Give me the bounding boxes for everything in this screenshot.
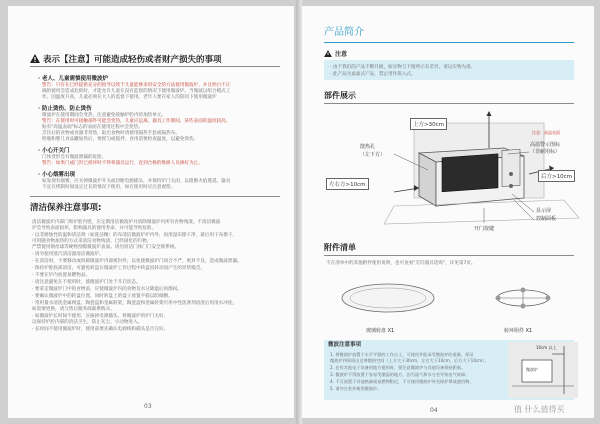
warning-triangle-icon [324, 50, 332, 57]
placement-line: 2. 在有其他电子设备的地方使用时，要注意微波炉与其他设备保持距离。 [330, 365, 466, 370]
clean-line: · 以非磨蚀性的温和清洁剂（如洗洁精）的布清洁微波炉炉内外，再用湿布擦干净，最后用干布擦干， [32, 233, 238, 238]
hot-icon-sublabel: （非耐用标） [530, 149, 561, 155]
item-line: 不宜在烤制时间设定过长的情况下使用，如在使用时应注意观察。 [42, 185, 176, 190]
clean-line: · 要拿走微波炉门中的食物前，应使微波炉内的食物及水分降温后再擦拭。 [32, 287, 182, 292]
item-line: 烹饪后的食物或食器非常烫，取出食物时请使用隔热手套或隔热布。 [42, 131, 180, 136]
placement-label: 微波炉 [526, 367, 538, 372]
placement-line: 4. 不可放置于其他热源或易燃物附近，不可使用微波炉外壳保护罩或遮挡物。 [330, 379, 474, 384]
note-box [324, 60, 574, 80]
item-line: 如发现有烟雾，应关掉微波炉开关或切断电源插头，并保持炉门关闭，以阻断火焰蔓延。器具 [42, 179, 231, 184]
rear-clearance-label: 后方>10cm [538, 170, 575, 182]
clean-line: 清洁微波炉内部门和炉腔内壁，应定期清洁微波炉并清除微波炉内所有食物残渣。不清洁微波 [32, 220, 221, 225]
door-button-label: 开门按键 [474, 226, 495, 232]
item-line: 门体变形会有微波泄漏的危险。 [42, 155, 107, 160]
item-line: 警告：只有在已经提供充分的指导以致于儿童能够采用安全的方法使用微波炉，并且明白不正 [42, 83, 231, 88]
warning-heading-text: 表示【注意】可能造成轻伤或者财产损失的事项 [43, 55, 222, 65]
note-line: · 由于我们的产品不断升级，如实物与下图所示有差异，请以实物为准。 [330, 65, 476, 70]
display-label: 显示屏 [536, 208, 552, 214]
clean-line: · 请注意避免在不使用时，使微波炉门处于开启状态。 [32, 280, 141, 285]
clean-heading: 清洁保养注意事项: [30, 203, 102, 213]
page-title: 产品简介 [324, 27, 364, 38]
clean-line: · 请勿使用蒸汽清洁器清洁微波炉。 [32, 252, 104, 257]
item-title: · 小心烟雾出现 [38, 172, 76, 178]
hot-icon-label: 高温警示图标 [530, 142, 561, 148]
right-page [302, 6, 594, 418]
note-line: · 此产品为桌面式产品，禁止用作嵌入式。 [330, 72, 416, 77]
warning-triangle-icon [30, 54, 40, 63]
divider [30, 196, 280, 197]
parts-heading: 部件展示 [324, 91, 356, 100]
accessory-qty: X1 [525, 328, 533, 334]
hot-warning-note: 注意：高温表面 [532, 130, 560, 135]
divider [30, 66, 280, 67]
item-line: 微波炉在使用期间会变热，注意避免接触炉腔内的加热单元。 [42, 113, 167, 118]
clean-line: 炉会导致表面损坏，影响器具的使用寿命，并可能导致危险。 [32, 226, 157, 231]
placement-line: 5. 请勿在室外使用微波炉。 [330, 386, 382, 391]
item-line: 作、因温度升高，儿童必须在大人的监督下使用。老年人要在家人的陪同下使用微波炉 [42, 95, 217, 100]
side-clearance-label: 左右方>10cm [326, 178, 369, 190]
accessory-name: 转环组件 [504, 328, 525, 334]
item-title: · 防止烫伤、防止烫伤 [38, 106, 92, 112]
accessory-item [504, 328, 532, 334]
clean-line: 如需要更换，请与售后服务商联系购买。 [32, 307, 115, 312]
title-rule [324, 42, 574, 43]
vent-label: 散热孔 [360, 144, 376, 150]
item-title: · 小心开关门 [38, 148, 70, 154]
item-line: 贴有"高温表面"标志的表面在使用过程中会变热。 [42, 125, 143, 130]
item-line: 确的使用会造成危险时，才能允许儿童在没有监督的情况下使用微波炉。当微波以组合模式工 [42, 89, 231, 94]
accessory-name: 玻璃转盘 [366, 328, 387, 334]
clean-line: · 保持炉腔底部清洁，可避免转盘在微波炉工作过程中转盘因转动而产生的异常噪音。 [32, 266, 205, 271]
top-clearance-label: 上方>30cm [410, 118, 447, 130]
left-page [8, 6, 294, 418]
page-number: 04 [430, 407, 438, 414]
item-line: 奶瓶和婴儿食品罐加热后，要摇匀或搅拌，食用前要检查温度，以避免烫伤。 [42, 137, 199, 142]
clean-line: · 长时间不使用微波炉时，使用前要先确认电源线和插头是否完好。 [32, 327, 169, 332]
accessory-item [366, 328, 394, 334]
clean-line: · 不要在炉内放置易燃物品。 [32, 273, 91, 278]
note-heading [324, 50, 347, 58]
placement-line: 微波炉四周留出足够散热空间（上方大于30cm，左右大于10cm，后方大于10cm）。 [330, 358, 489, 363]
page-number: 03 [144, 403, 152, 410]
item-line: 警告：如果门或门封已损坏时不得将器具运行，直到合格的维修人员修好为止。 [42, 161, 203, 166]
placement-line: 3. 微波炉不得放置于容易受潮湿的地方，因为湿气和水分会导致电气故障。 [330, 372, 470, 377]
item-line: 警告：在使用时可接触部件可能会变热，儿童应远离。器具工作期间，某些表面的温度较高。 [42, 119, 231, 124]
placement-label: 10cm 以上 [536, 345, 557, 350]
vent-sublabel: （左下方） [360, 152, 386, 158]
item-title: · 老人、儿童需慎使用微波炉 [38, 76, 109, 82]
accessories-illustration [338, 274, 578, 324]
divider [324, 255, 574, 256]
placement-heading: 微波注意事项 [328, 342, 362, 348]
watermark: 值 什么值得买 [514, 405, 565, 414]
clean-line: 可用随食物加热的方式来清洁食物残渣、已经固化的污物， [32, 239, 152, 244]
clean-line: 以保持炉腔内部的清洁卫生，防止灰尘、小动物进入。 [32, 320, 143, 325]
clean-line: · 常用量水清洗金属网盘、陶瓷盘和金属转架，陶瓷盘和金属转架可用中性洗涤剂清洗后用清水冲洗， [32, 301, 238, 306]
clean-line: 严禁使用钢丝球等硬物刮擦微波炉表面。请勿清洁门体门门安全锁系统。 [32, 245, 180, 250]
panel-label: 控制面板 [536, 216, 557, 222]
clean-line: · 如微波炉长时间不使用，应拔掉电源插头，将微波炉的炉门关好， [32, 314, 169, 319]
placement-line: 1. 将微波炉放置于水平平稳的工作台上，可使用并能承受微波炉的重量，保证 [330, 352, 474, 357]
note-heading-text: 注意 [335, 51, 348, 58]
accessory-desc: 不在清单中的其他附件使用说明，也可查看"烹饪器具选购"，详见第7页。 [326, 261, 476, 266]
clean-line: · 在清洁时，不要移动或拆卸微波炉内部密封件，以免使微波炉门闭合不严，密封不良，造成微波泄漏。 [32, 259, 242, 264]
accessory-heading: 附件清单 [324, 243, 356, 252]
accessory-qty: X1 [387, 328, 395, 334]
divider [324, 103, 574, 104]
clean-line: · 要确认微波炉中的转盘位置，同时转盘上的盘子放置平稳以防倾倒。 [32, 294, 173, 299]
warning-heading [30, 54, 222, 65]
